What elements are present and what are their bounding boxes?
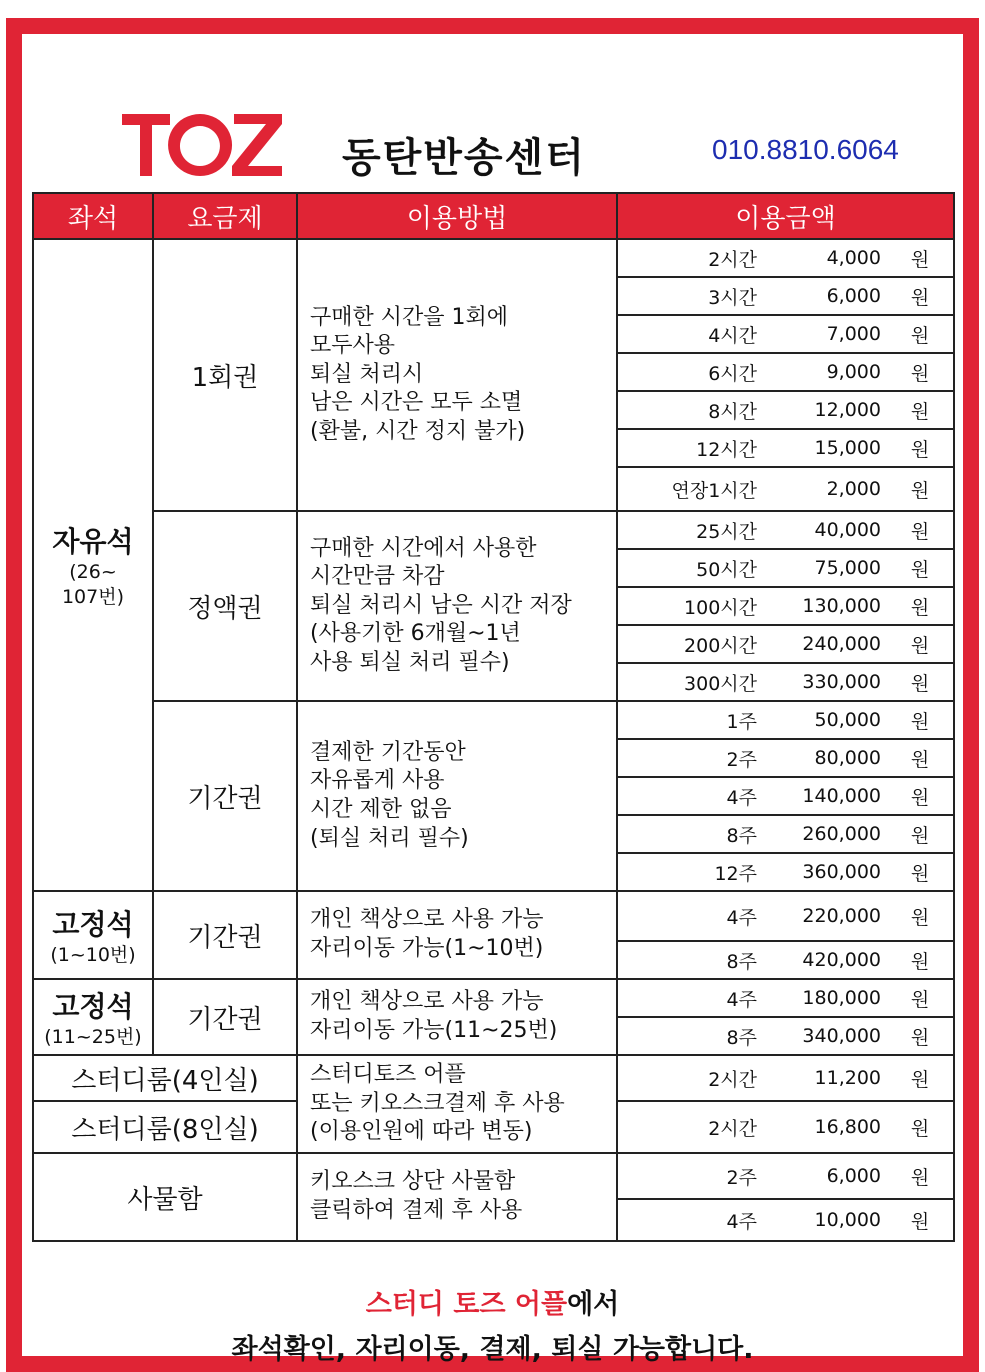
usage-study-room: 스터디토즈 어플 또는 키오스크결제 후 사용 (이용인원에 따라 변동) <box>297 1055 617 1153</box>
price-amount: 260,000 <box>767 815 887 853</box>
price-amount: 80,000 <box>767 739 887 777</box>
price-unit: 원 <box>887 979 954 1017</box>
price-unit: 원 <box>887 391 954 429</box>
fixed-seat-a-name: 고정석 <box>52 907 134 941</box>
price-amount: 420,000 <box>767 941 887 979</box>
footer-line2: 좌석확인, 자리이동, 결제, 퇴실 가능합니다. <box>231 1334 754 1365</box>
price-duration: 4주 <box>617 979 767 1017</box>
price-amount: 75,000 <box>767 549 887 587</box>
price-unit: 원 <box>887 549 954 587</box>
price-duration: 4주 <box>617 891 767 941</box>
price-duration: 8주 <box>617 941 767 979</box>
price-duration: 2주 <box>617 1153 767 1199</box>
fixed-seat-b-cell <box>33 979 153 1055</box>
usage-fixed-b: 개인 책상으로 사용 가능 자리이동 가능(11~25번) <box>297 979 617 1055</box>
phone-number: 010.8810.6064 <box>712 134 899 165</box>
fixed-seat-b-name: 고정석 <box>52 989 134 1023</box>
price-amount: 340,000 <box>767 1017 887 1055</box>
price-unit: 원 <box>887 1101 954 1153</box>
price-unit: 원 <box>887 1017 954 1055</box>
price-unit: 원 <box>887 587 954 625</box>
price-amount: 240,000 <box>767 625 887 663</box>
price-duration: 2시간 <box>617 239 767 277</box>
price-amount: 12,000 <box>767 391 887 429</box>
price-table <box>32 192 955 1242</box>
price-unit: 원 <box>887 277 954 315</box>
price-duration: 50시간 <box>617 549 767 587</box>
free-seat-range-line2: 107번) <box>61 586 125 608</box>
price-unit: 원 <box>887 1153 954 1199</box>
price-amount: 130,000 <box>767 587 887 625</box>
price-duration: 4시간 <box>617 315 767 353</box>
price-duration: 8주 <box>617 815 767 853</box>
fixed-seat-a-cell <box>33 891 153 979</box>
study-room-8: 스터디룸(8인실) <box>33 1101 297 1153</box>
usage-fixed-a: 개인 책상으로 사용 가능 자리이동 가능(1~10번) <box>297 891 617 979</box>
price-amount: 6,000 <box>767 1153 887 1199</box>
price-duration: 3시간 <box>617 277 767 315</box>
price-amount: 15,000 <box>767 429 887 467</box>
price-unit: 원 <box>887 1199 954 1241</box>
price-amount: 4,000 <box>767 239 887 277</box>
header-usage: 이용방법 <box>297 193 617 239</box>
locker-cell: 사물함 <box>33 1153 297 1241</box>
price-amount: 40,000 <box>767 511 887 549</box>
usage-fixed-amount: 구매한 시간에서 사용한 시간만큼 차감 퇴실 처리시 남은 시간 저장 (사용기한 6개월~1년 사용 퇴실 처리 필수) <box>297 511 617 701</box>
footer-line1 <box>22 1282 963 1321</box>
header-seat: 좌석 <box>33 193 153 239</box>
price-duration: 100시간 <box>617 587 767 625</box>
price-amount: 180,000 <box>767 979 887 1017</box>
price-amount: 7,000 <box>767 315 887 353</box>
price-amount: 2,000 <box>767 467 887 511</box>
price-duration: 1주 <box>617 701 767 739</box>
toz-logo <box>122 112 282 182</box>
price-amount: 50,000 <box>767 701 887 739</box>
plan-single: 1회권 <box>153 239 297 511</box>
plan-fixed-b: 기간권 <box>153 979 297 1055</box>
price-duration: 8시간 <box>617 391 767 429</box>
header-plan: 요금제 <box>153 193 297 239</box>
price-unit: 원 <box>887 739 954 777</box>
price-amount: 11,200 <box>767 1055 887 1101</box>
price-unit: 원 <box>887 701 954 739</box>
price-duration: 12시간 <box>617 429 767 467</box>
study-room-4: 스터디룸(4인실) <box>33 1055 297 1101</box>
price-duration: 4주 <box>617 777 767 815</box>
price-amount: 140,000 <box>767 777 887 815</box>
price-amount: 9,000 <box>767 353 887 391</box>
price-unit: 원 <box>887 315 954 353</box>
price-duration: 8주 <box>617 1017 767 1055</box>
price-duration: 2시간 <box>617 1101 767 1153</box>
price-unit: 원 <box>887 467 954 511</box>
price-board-frame <box>6 18 979 1372</box>
price-amount: 360,000 <box>767 853 887 891</box>
price-unit: 원 <box>887 663 954 701</box>
price-duration: 200시간 <box>617 625 767 663</box>
price-amount: 330,000 <box>767 663 887 701</box>
price-unit: 원 <box>887 429 954 467</box>
header <box>22 34 963 190</box>
price-unit: 원 <box>887 941 954 979</box>
usage-locker: 키오스크 상단 사물함 클릭하여 결제 후 사용 <box>297 1153 617 1241</box>
price-duration: 12주 <box>617 853 767 891</box>
price-duration: 300시간 <box>617 663 767 701</box>
price-amount: 220,000 <box>767 891 887 941</box>
price-amount: 16,800 <box>767 1101 887 1153</box>
price-unit: 원 <box>887 815 954 853</box>
price-unit: 원 <box>887 353 954 391</box>
price-unit: 원 <box>887 239 954 277</box>
price-unit: 원 <box>887 891 954 941</box>
free-seat-range-line1: (26~ <box>69 561 117 584</box>
footer-line1-rest: 에서 <box>567 1289 620 1320</box>
price-amount: 6,000 <box>767 277 887 315</box>
price-duration: 25시간 <box>617 511 767 549</box>
price-duration: 2시간 <box>617 1055 767 1101</box>
app-name: 스터디 토즈 어플 <box>365 1289 568 1320</box>
page-title: 동탄반송센터 <box>342 135 586 181</box>
free-seat-cell <box>33 239 153 891</box>
header-price: 이용금액 <box>617 193 954 239</box>
plan-period: 기간권 <box>153 701 297 891</box>
free-seat-name: 자유석 <box>52 525 134 559</box>
plan-fixed-a: 기간권 <box>153 891 297 979</box>
price-unit: 원 <box>887 511 954 549</box>
price-unit: 원 <box>887 853 954 891</box>
usage-single: 구매한 시간을 1회에 모두사용 퇴실 처리시 남은 시간은 모두 소멸 (환불, 시간 정지 불가) <box>297 239 617 511</box>
fixed-seat-b-range: (11~25번) <box>44 1025 142 1048</box>
price-duration: 연장1시간 <box>617 467 767 511</box>
price-unit: 원 <box>887 777 954 815</box>
price-duration: 4주 <box>617 1199 767 1241</box>
footer-note <box>22 1282 963 1366</box>
price-unit: 원 <box>887 1055 954 1101</box>
price-amount: 10,000 <box>767 1199 887 1241</box>
price-duration: 6시간 <box>617 353 767 391</box>
plan-fixed-amount: 정액권 <box>153 511 297 701</box>
fixed-seat-a-range: (1~10번) <box>50 943 136 966</box>
usage-period: 결제한 기간동안 자유롭게 사용 시간 제한 없음 (퇴실 처리 필수) <box>297 701 617 891</box>
price-unit: 원 <box>887 625 954 663</box>
price-duration: 2주 <box>617 739 767 777</box>
